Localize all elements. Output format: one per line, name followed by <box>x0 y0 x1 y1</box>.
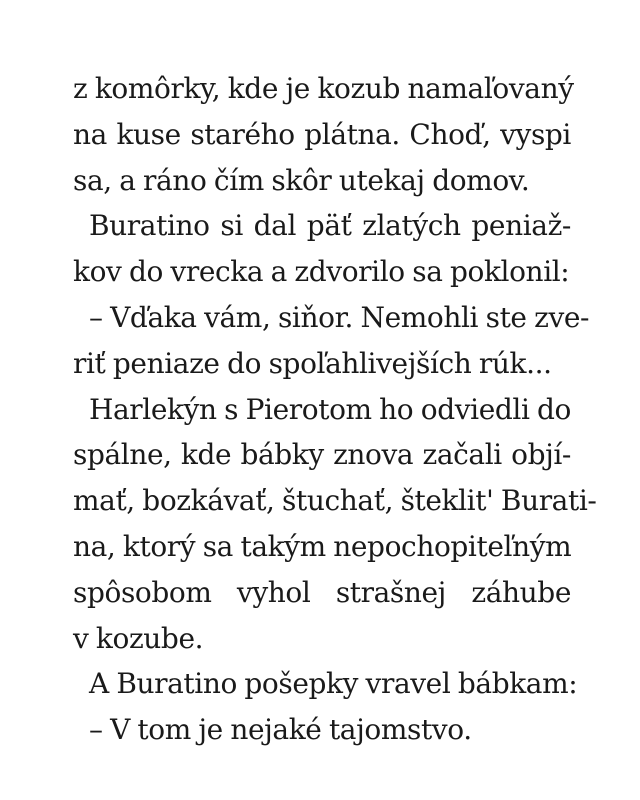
text-line: na kuse starého plátna. Choď, vyspi <box>73 117 571 151</box>
text-line: kov do vrecka a zdvorilo sa poklonil: <box>73 255 570 289</box>
text-line: spôsobom vyhol strašnej záhube <box>73 575 571 609</box>
text-line: mať, bozkávať, štuchať, šteklit' Burati- <box>73 484 597 518</box>
book-page-text <box>73 66 597 753</box>
text-line: – Vďaka vám, siňor. Nemohli ste zve- <box>89 300 590 334</box>
text-line: Buratino si dal päť zlatých peniaž- <box>89 209 571 243</box>
text-line: Harlekýn s Pierotom ho odviedli do <box>89 392 572 426</box>
text-line: A Buratino pošepky vravel bábkam: <box>89 667 578 701</box>
text-line: sa, a ráno čím skôr utekaj domov. <box>73 163 530 197</box>
text-line: spálne, kde bábky znova začali objí- <box>73 438 571 472</box>
text-line: v kozube. <box>73 621 204 655</box>
text-line: – V tom je nejaké tajomstvo. <box>89 713 472 747</box>
text-line: na, ktorý sa takým nepochopiteľným <box>73 529 572 563</box>
text-line: z komôrky, kde je kozub namaľovaný <box>73 72 574 105</box>
text-line: riť peniaze do spoľahlivejších rúk... <box>73 346 552 380</box>
